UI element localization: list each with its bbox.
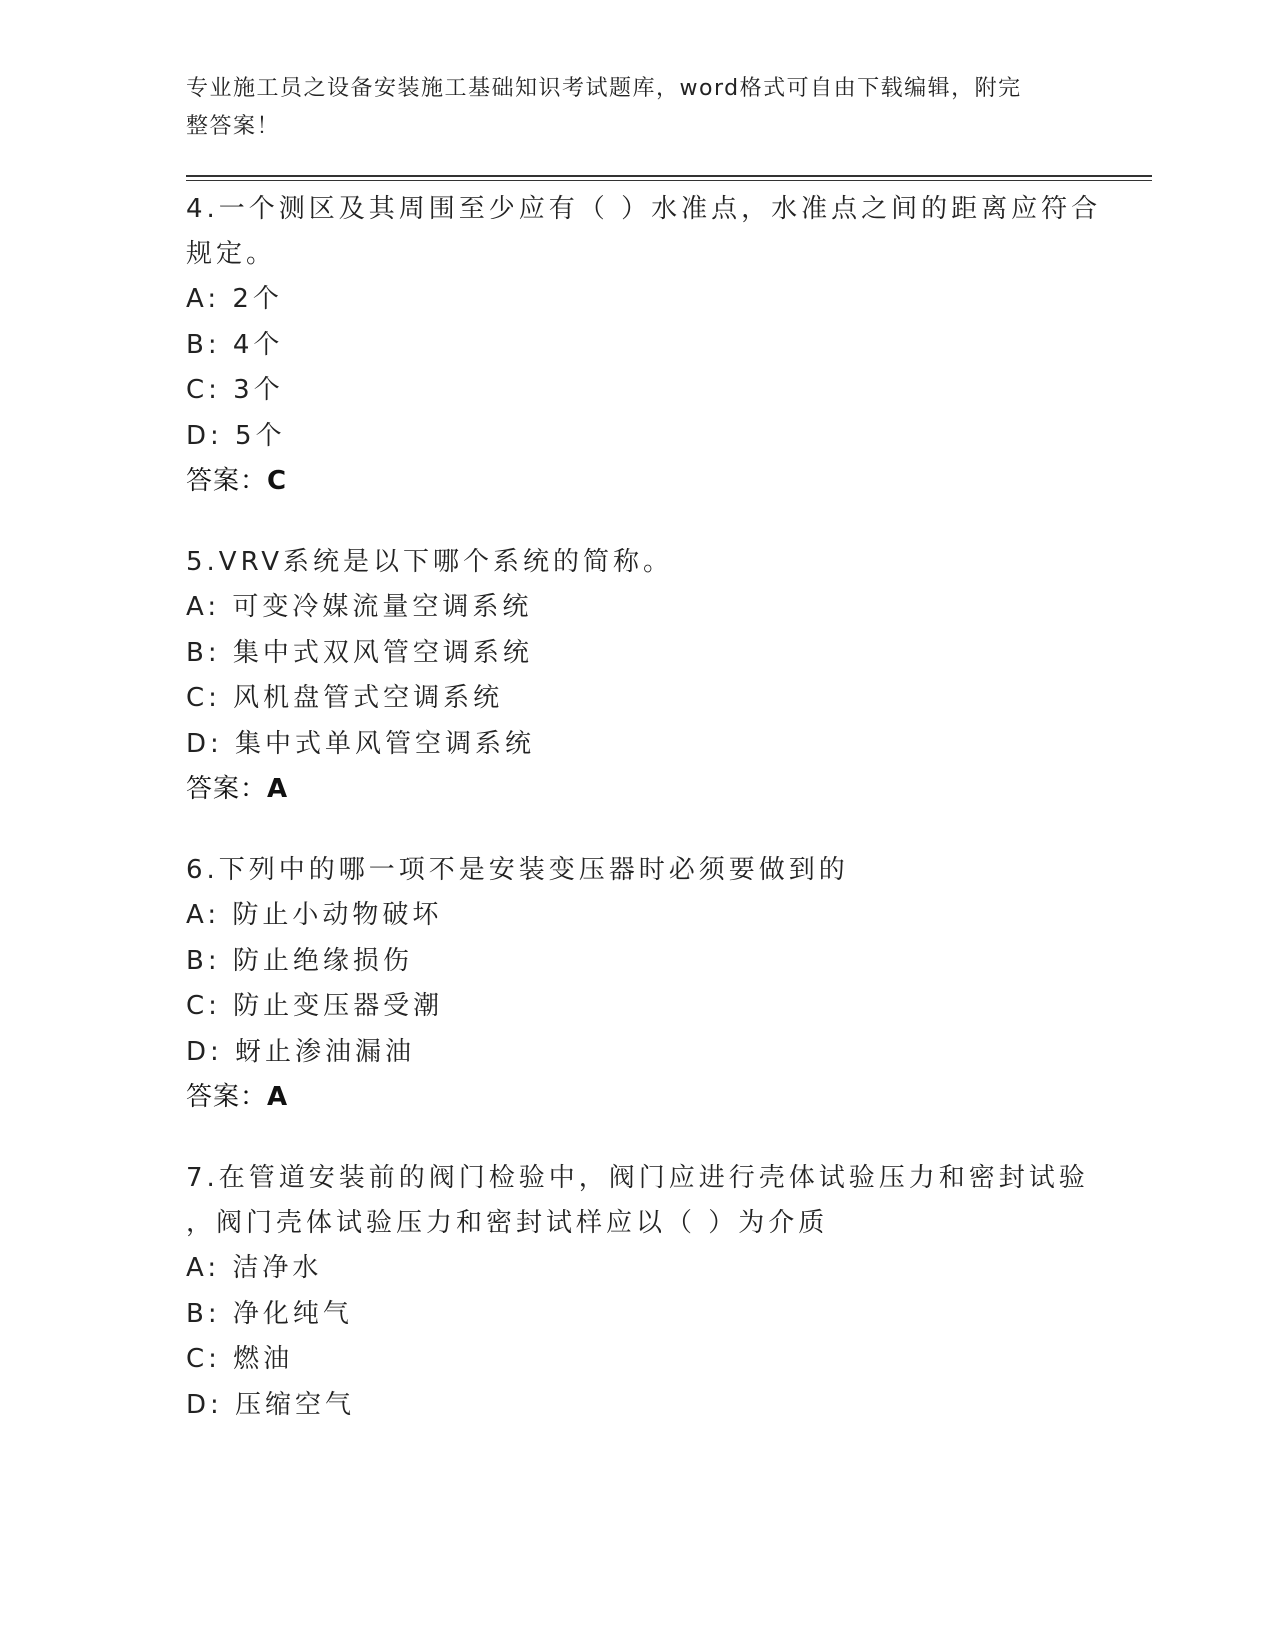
option-c: C: 风机盘管式空调系统 — [186, 683, 504, 713]
answer-line — [186, 1075, 1086, 1120]
option-d: D: 集中式单风管空调系统 — [186, 728, 536, 759]
option-d: D: 5个 — [186, 420, 286, 451]
question-stem: 5.VRV系统是以下哪个系统的简称。 — [186, 547, 674, 577]
question-4 — [186, 187, 1102, 504]
answer-label: 答案： — [186, 466, 268, 496]
option-a: A: 2个 — [186, 284, 283, 314]
answer-label: 答案： — [186, 774, 268, 804]
question-stem: 规定。 — [186, 239, 277, 269]
option-a: A: 可变冷媒流量空调系统 — [186, 592, 533, 622]
question-stem: 7.在管道安装前的阀门检验中，阀门应进行壳体试验压力和密封试验 — [186, 1163, 1089, 1193]
answer-value: C — [267, 466, 288, 496]
option-d: D: 压缩空气 — [186, 1389, 356, 1420]
question-stem: ，阀门壳体试验压力和密封试样应以（ ）为介质 — [186, 1208, 829, 1238]
header-divider-thick — [186, 175, 1152, 177]
answer-line — [186, 459, 1086, 504]
header-line-1: 专业施工员之设备安装施工基础知识考试题库，word格式可自由下载编辑，附完 — [186, 76, 1022, 101]
answer-value: A — [267, 1082, 289, 1112]
question-7 — [186, 1156, 1089, 1428]
option-c: C: 燃油 — [186, 1344, 294, 1374]
option-b: B: 集中式双风管空调系统 — [186, 637, 533, 668]
option-a: A: 洁净水 — [186, 1253, 323, 1283]
option-b: B: 净化纯气 — [186, 1298, 353, 1329]
question-list — [186, 187, 1102, 1464]
document-header — [186, 70, 1066, 146]
question-6 — [186, 848, 1086, 1120]
answer-line — [186, 767, 1086, 812]
question-5 — [186, 540, 1086, 812]
option-b: B: 4个 — [186, 329, 284, 360]
option-b: B: 防止绝缘损伤 — [186, 945, 413, 976]
question-stem: 4.一个测区及其周围至少应有（ ）水准点，水准点之间的距离应符合 — [186, 194, 1102, 224]
answer-value: A — [267, 774, 289, 804]
option-c: C: 防止变压器受潮 — [186, 991, 444, 1021]
question-stem: 6.下列中的哪一项不是安装变压器时必须要做到的 — [186, 855, 849, 885]
option-a: A: 防止小动物破坏 — [186, 900, 443, 930]
option-d: D: 蚜止渗油漏油 — [186, 1036, 416, 1067]
answer-label: 答案： — [186, 1082, 268, 1112]
option-c: C: 3个 — [186, 375, 284, 405]
header-divider-thin — [186, 180, 1152, 181]
header-line-2: 整答案！ — [186, 114, 281, 139]
